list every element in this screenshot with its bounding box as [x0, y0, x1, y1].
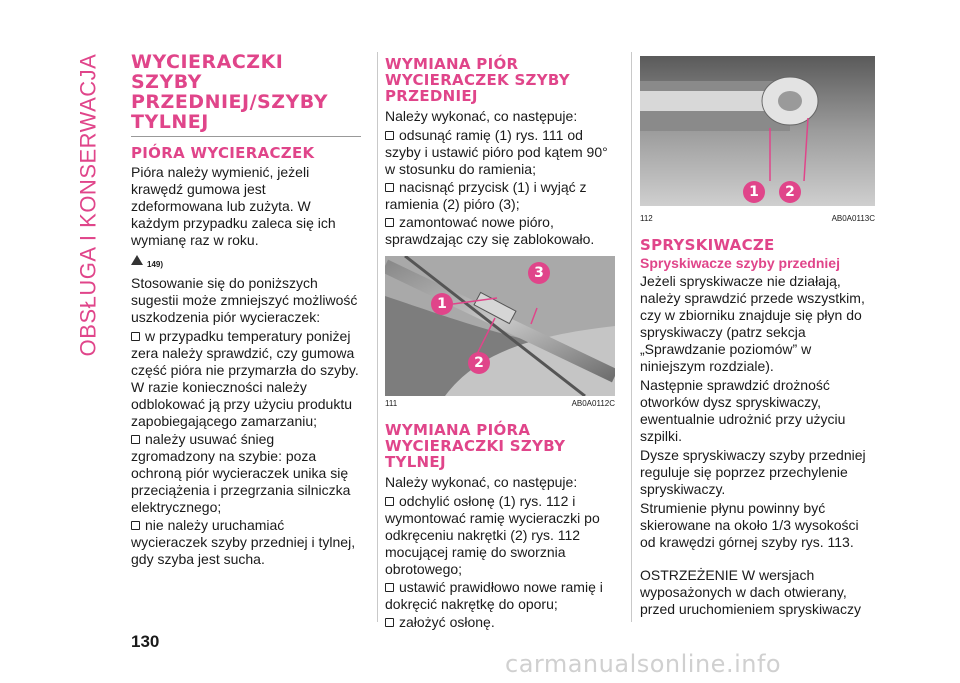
- callout-1: 1: [431, 293, 453, 315]
- figure-number: 112: [640, 214, 653, 223]
- column-3: [640, 56, 875, 620]
- column-2: [385, 56, 615, 632]
- paragraph: Dysze spryskiwaczy szyby przedniej reguluje się poprzez przechylenie spryskiwaczy.: [640, 447, 866, 497]
- paragraph: Następnie sprawdzić drożność otworków dysz spryskiwaczy, ewentualnie udrożnić przy użyciu szpilki.: [640, 377, 846, 444]
- paragraph: Jeżeli spryskiwacze nie działają, należy sprawdzić przede wszystkim, czy w zbiorniku znajduje się płyn do spryskiwaczy (patrz sekcja „Sprawdzanie poziomów” w niniejszym rozdziale).: [640, 273, 865, 374]
- checkbox-bullet-icon: [385, 497, 394, 506]
- list-item: założyć osłonę.: [385, 614, 615, 631]
- side-tab-label: OBSŁUGA I KONSERWACJA: [75, 53, 100, 357]
- checkbox-bullet-icon: [385, 618, 394, 627]
- figure-code: AB0A0112C: [571, 399, 615, 408]
- checkbox-bullet-icon: [385, 218, 394, 227]
- list-item: w przypadku temperatury poniżej zera należy sprawdzić, czy gumowa część pióra nie przymarzła do szyby. W razie konieczności należy odblokować ją przy użyciu produktu zapobiegającego zamarzaniu;: [131, 328, 359, 429]
- list-item: należy usuwać śnieg zgromadzony na szybie: poza ochroną piór wycieraczek unika się przeciążenia i przegrzania silniczka elektrycznego;: [131, 431, 351, 515]
- figure-number: 111: [385, 399, 398, 408]
- list-item: odchylić osłonę (1) rys. 112 i wymontować ramię wycieraczki po odkręceniu nakrętki (2) rys. 112 mocującej ramię do sworznia obrotowego;: [385, 493, 600, 577]
- section-title: WYMIANA PIÓRA WYCIERACZKI SZYBY TYLNEJ: [385, 421, 566, 471]
- section-title: SPRYSKIWACZE: [640, 236, 775, 254]
- warning-paragraph: OSTRZEŻENIE W wersjach wyposażonych w dach otwierany, przed uruchomieniem spryskiwaczy: [640, 567, 861, 617]
- figure-wiper-blade: [385, 256, 615, 396]
- checkbox-bullet-icon: [131, 521, 140, 530]
- subsection-title: Spryskiwacze szyby przedniej: [640, 255, 840, 271]
- callout-3: 3: [528, 262, 550, 284]
- watermark: carmanualsonline.info: [505, 650, 782, 678]
- page-number: 130: [131, 632, 160, 651]
- warning-reference: [131, 255, 361, 269]
- checkbox-bullet-icon: [131, 332, 140, 341]
- column-1: [131, 52, 361, 569]
- callout-2: 2: [779, 181, 801, 203]
- list-item: zamontować nowe pióro, sprawdzając czy się zablokowało.: [385, 214, 595, 247]
- section-title: WYMIANA PIÓR WYCIERACZEK SZYBY PRZEDNIEJ: [385, 55, 570, 105]
- figure-rear-wiper: [640, 56, 875, 206]
- column-divider: [377, 52, 378, 622]
- paragraph: Strumienie płynu powinny być skierowane na około 1/3 wysokości od krawędzi górnej szyby rys. 113.: [640, 500, 859, 550]
- checkbox-bullet-icon: [385, 183, 394, 192]
- list-item: odsunąć ramię (1) rys. 111 od szyby i ustawić pióro pod kątem 90° w stosunku do ramienia;: [385, 127, 608, 177]
- figure-caption: [640, 214, 875, 223]
- checkbox-bullet-icon: [385, 131, 394, 140]
- list-item: nacisnąć przycisk (1) i wyjąć z ramienia (2) pióro (3);: [385, 179, 587, 212]
- checkbox-bullet-icon: [131, 435, 140, 444]
- figure-caption: [385, 399, 615, 408]
- section-side-tab: [58, 40, 118, 370]
- paragraph: Należy wykonać, co następuje:: [385, 108, 578, 124]
- paragraph: Należy wykonać, co następuje:: [385, 474, 578, 490]
- paragraph: Stosowanie się do poniższych sugestii może zmniejszyć możliwość uszkodzenia piór wycieraczek:: [131, 275, 358, 325]
- warning-ref-label: 149): [147, 260, 164, 269]
- paragraph: Pióra należy wymienić, jeżeli krawędź gumowa jest zdeformowana lub zużyta. W każdym przypadku zaleca się ich wymianę raz w roku.: [131, 164, 336, 248]
- subsection-title: PIÓRA WYCIERACZEK: [131, 144, 315, 162]
- section-title: WYCIERACZKI SZYBY PRZEDNIEJ/SZYBY TYLNEJ: [131, 51, 328, 133]
- wiper-blade-illustration: [385, 256, 615, 396]
- warning-triangle-icon: [131, 255, 143, 265]
- list-item: ustawić prawidłowo nowe ramię i dokręcić nakrętkę do oporu;: [385, 579, 603, 612]
- callout-2: 2: [468, 352, 490, 374]
- callout-1: 1: [743, 181, 765, 203]
- checkbox-bullet-icon: [385, 583, 394, 592]
- column-divider: [631, 52, 632, 622]
- list-item: nie należy uruchamiać wycieraczek szyby przedniej i tylnej, gdy szyba jest sucha.: [131, 517, 356, 567]
- figure-code: AB0A0113C: [831, 214, 875, 223]
- divider: [131, 136, 361, 137]
